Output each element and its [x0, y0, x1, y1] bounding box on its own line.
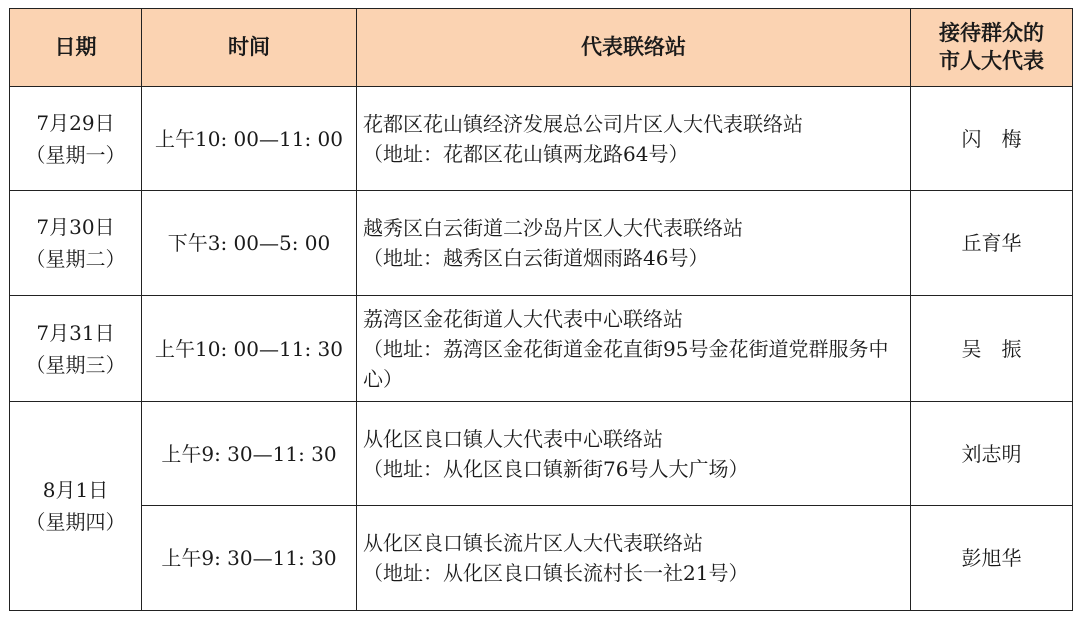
station-address: （地址：花都区花山镇两龙路64号）: [363, 141, 689, 166]
representative-cell: 刘志明: [911, 402, 1073, 506]
station-address: （地址：荔湾区金花街道金花直街95号金花街道党群服务中心）: [363, 336, 889, 391]
station-name: 花都区花山镇经济发展总公司片区人大代表联络站: [363, 111, 803, 136]
time-cell: 下午3: 00—5: 00: [142, 191, 357, 296]
station-name: 从化区良口镇长流片区人大代表联络站: [363, 531, 703, 555]
date-text: 7月30日: [36, 215, 115, 239]
table-row: [10, 402, 1073, 506]
weekday-text: （星期二）: [25, 247, 126, 271]
station-name: 荔湾区金花街道人大代表中心联络站: [363, 306, 683, 331]
weekday-text: （星期一）: [25, 142, 126, 167]
station-name: 从化区良口镇人大代表中心联络站: [363, 426, 663, 451]
weekday-text: （星期三）: [25, 352, 126, 377]
station-cell: [357, 402, 911, 506]
header-representative-line1: 接待群众的: [939, 21, 1044, 46]
time-cell: 上午9: 30—11: 30: [142, 506, 357, 611]
station-address: （地址：从化区良口镇长流村长一社21号）: [363, 561, 749, 585]
station-name: 越秀区白云街道二沙岛片区人大代表联络站: [363, 216, 743, 240]
date-text: 7月29日: [36, 110, 115, 135]
representative-cell: 丘育华: [911, 191, 1073, 296]
header-date: 日期: [10, 9, 142, 87]
date-cell: [10, 296, 142, 402]
date-text: 8月1日: [42, 478, 109, 502]
time-cell: 上午10: 00—11: 00: [142, 87, 357, 191]
date-cell: [10, 191, 142, 296]
table-row: [10, 191, 1073, 296]
station-cell: [357, 191, 911, 296]
weekday-text: （星期四）: [25, 510, 126, 534]
station-cell: [357, 87, 911, 191]
header-time: 时间: [142, 9, 357, 87]
header-representative: [911, 9, 1073, 87]
table-row: [10, 87, 1073, 191]
station-cell: [357, 296, 911, 402]
representative-cell: 吴 振: [911, 296, 1073, 402]
time-cell: 上午10: 00—11: 30: [142, 296, 357, 402]
date-cell: [10, 402, 142, 611]
station-address: （地址：从化区良口镇新街76号人大广场）: [363, 456, 749, 481]
date-text: 7月31日: [36, 320, 115, 345]
header-representative-line2: 市人大代表: [939, 48, 1044, 73]
header-row: [10, 9, 1073, 87]
time-cell: 上午9: 30—11: 30: [142, 402, 357, 506]
reception-schedule-table: [9, 8, 1073, 611]
station-cell: [357, 506, 911, 611]
date-cell: [10, 87, 142, 191]
representative-cell: 彭旭华: [911, 506, 1073, 611]
station-address: （地址：越秀区白云街道烟雨路46号）: [363, 246, 709, 270]
header-station: 代表联络站: [357, 9, 911, 87]
representative-cell: 闪 梅: [911, 87, 1073, 191]
table-row: [10, 296, 1073, 402]
table-row: [10, 506, 1073, 611]
